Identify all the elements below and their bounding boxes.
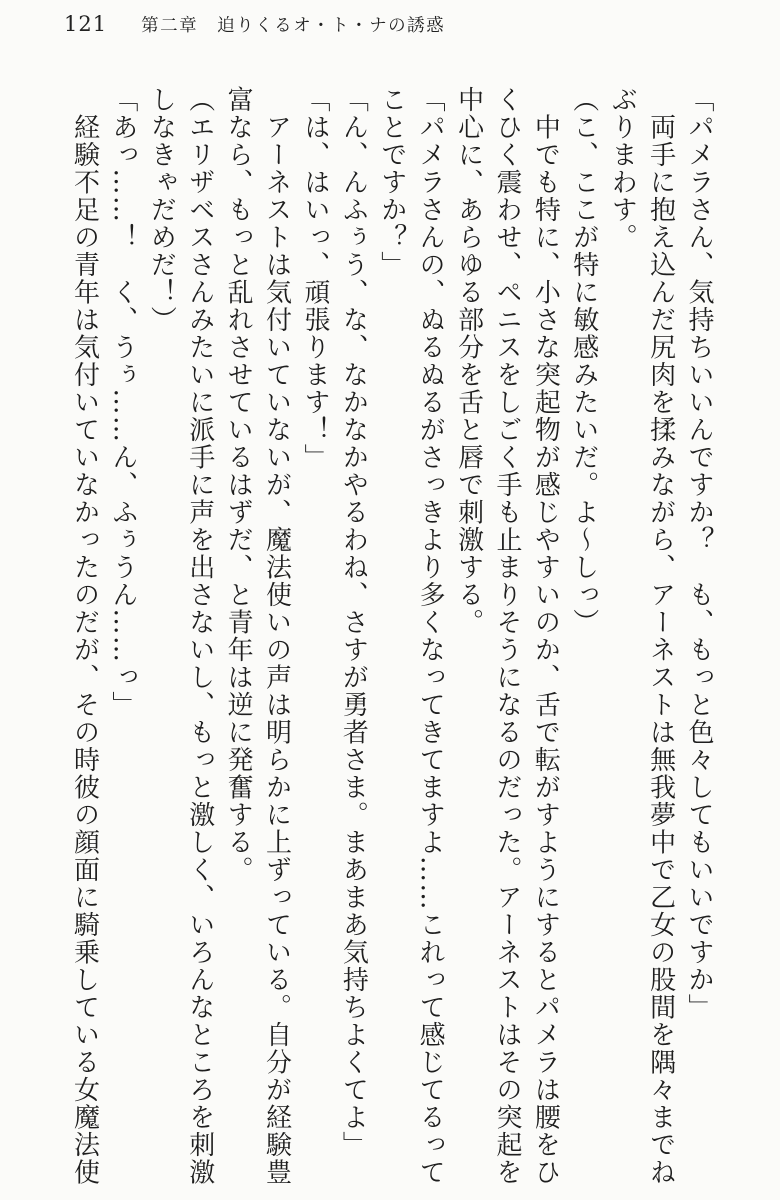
text-line: 中でも特に、小さな突起物が感じやすいのか、舌で転がすようにするとパメラは腰をひ — [530, 86, 561, 1186]
text-line: 「パメラさんの、ぬるぬるがさっきより多くなってきてますよ……これって感じてるって — [415, 86, 446, 1186]
text-line: 富なら、もっと乱れさせているはずだ、と青年は逆に発奮する。 — [223, 86, 254, 884]
text-line: 中心に、あらゆる部分を舌と唇で刺激する。 — [453, 86, 484, 636]
text-line: 「ん、んふぅう、な、なかなかやるわね、さすが勇者さま。まあまあ気持ちよくてよ」 — [338, 86, 369, 1159]
text-columns — [65, 86, 718, 1188]
page-number: 121 — [64, 12, 108, 36]
text-line: 「パメラさん、気持ちいいんですか？ も、もっと色々してもいいですか」 — [684, 86, 714, 1021]
text-line: 経験不足の青年は気付いていなかったのだが、その時彼の顔面に騎乗している女魔法使 — [69, 86, 100, 1186]
chapter-title: 第二章 迫りくるオ・ト・ナの誘惑 — [141, 16, 446, 36]
text-line: ぶりまわす。 — [607, 86, 638, 251]
text-line: ことですか？」 — [376, 86, 407, 279]
running-head — [64, 12, 445, 37]
text-line: 両手に抱え込んだ尻肉を揉みながら、アーネストは無我夢中で乙女の股間を隅々までね — [645, 86, 676, 1186]
text-line: （こ、ここが特に敏感みたいだ。よ〜しっ） — [568, 86, 599, 636]
text-line: くひく震わせ、ペニスをしごく手も止まりそうになるのだった。アーネストはその突起を — [491, 86, 522, 1186]
text-line: 「は、はいっ、頑張ります！」 — [299, 86, 330, 471]
text-line: （エリザベスさんみたいに派手に声を出さないし、もっと激しく、いろんなところを刺激 — [184, 86, 215, 1186]
text-line: 「あっ……！ く、うぅ……ん、ふぅうん……っ」 — [107, 86, 138, 719]
text-line: しなきゃだめだ！） — [146, 86, 177, 334]
text-line: アーネストは気付いていないが、魔法使いの声は明らかに上ずっている。自分が経験豊 — [261, 86, 292, 1186]
